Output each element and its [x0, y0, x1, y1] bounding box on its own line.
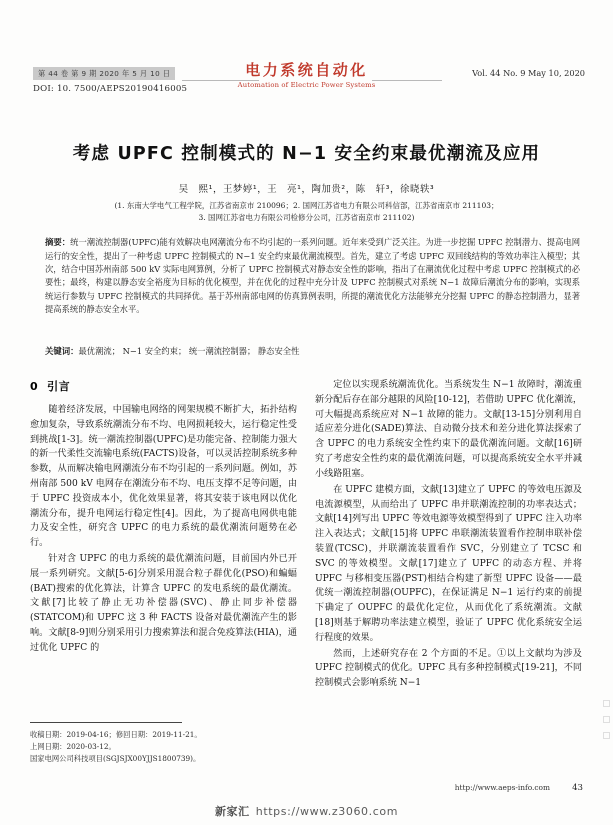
- keywords-text: 最优潮流； N−1 安全约束； 统一潮流控制器； 静态安全性: [78, 346, 300, 356]
- paragraph: 定位以实现系统潮流优化。当系统发生 N−1 故障时，潮流重新分配后存在部分越限的风险[10-12]，若借助 UPFC 优化潮流，可大幅提高系统应对 N−1 故障的能力。文献[13-15]分别利用自适应差分进化(SADE)算法、自动微分技术和差分进化算法探索了含 UPFC 的电力系统安全性约束下的最优潮流问题。文献[16]研究了考虑安全性约束的最优潮流问题，可以提高系统安全水平并减小线路阻塞。: [315, 380, 582, 479]
- edge-registration-marks: [603, 700, 610, 739]
- abstract-text: 统一潮流控制器(UPFC)能有效解决电网潮流分布不均引起的一系列问题。近年来受到广泛关注。为进一步挖掘 UPFC 控制潜力、提高电网运行的安全性，提出了一种考虑 UPFC 控制模式的 N−1 安全约束最优潮流模型。首先，建立了考虑 UPFC 双回线结构的等效功率注入模型；其次，结合中国苏州南部 500 kV 实际电网算例，分析了 UPFC 控制模式对静态安全性的影响，指出了在潮流优化过程中考虑 UPFC 控制模式的必要性；最终，构建以静态安全裕度为目标的优化模型，并在优化的过程中充分计及 UPFC 控制模式对系统 N−1 故障后潮流分布的影响，实现系统运行参数与 UPFC 控制模式的共同择优。基于苏州南部电网的仿真算例表明，所提的潮流优化方法能够充分挖掘 UPFC 的静态控制潜力，显著提高系统的静态安全水平。: [45, 237, 580, 315]
- section-number: 0: [30, 380, 39, 393]
- paragraph: 针对含 UPFC 的电力系统的最优潮流问题，目前国内外已开展一系列研究。文献[5-6]分别采用混合粒子群优化(PSO)和蝙蝠(BAT)搜索的优化算法，计算含 UPFC 的发电系统的最优潮流。文献[7]比较了静止无功补偿器(SVC)、静止同步补偿器(STATCOM)和 UPFC 这 3 种 FACTS 设备对最优潮流产生的影响。文献[8-9]则分别采用引力搜索算法和混合免疫算法(HIA)，通过优化 UPFC 的: [30, 554, 297, 653]
- keywords-block: [45, 345, 580, 358]
- section-heading: [30, 378, 297, 396]
- affiliation-line-1: (1. 东南大学电气工程学院，江苏省南京市 210096；2. 国网江苏省电力有限公司科信部，江苏省南京市 211103；: [114, 201, 499, 210]
- affiliations: [56, 200, 557, 223]
- watermark: [0, 803, 613, 819]
- abstract-label: 摘要：: [45, 237, 71, 247]
- volume-issue-badge: 第 44 卷 第 9 期 2020 年 5 月 10 日: [33, 67, 175, 80]
- page-number: 43: [572, 783, 583, 793]
- masthead: [0, 58, 613, 98]
- footnote-received-date: 收稿日期：2019-04-16；修回日期：2019-11-21。: [30, 730, 202, 739]
- watermark-url: https://www.z3060.com: [255, 805, 399, 818]
- footnote-funding: 国家电网公司科技项目(SGJSJX00YJJS1800739)。: [30, 753, 201, 763]
- journal-title-cn: 电力系统自动化: [245, 61, 368, 79]
- body-column-right: [315, 378, 582, 691]
- footnote-divider: [30, 722, 182, 723]
- footnote-online-date: 上网日期：2020-03-12。: [30, 741, 116, 751]
- affiliation-line-2: 3. 国网江苏省电力有限公司检修分公司，江苏省南京市 211102): [198, 212, 415, 222]
- section-title: 引言: [47, 380, 71, 393]
- paragraph: 然而，上述研究存在 2 个方面的不足。①以上文献均为涉及 UPFC 控制模式的优化。UPFC 具有多种控制模式[19-21]，不同控制模式会影响系统 N−1: [315, 648, 582, 689]
- abstract-block: [45, 236, 580, 317]
- volume-issue-en: Vol. 44 No. 9 May 10, 2020: [472, 68, 585, 78]
- article-title: 考虑 UPFC 控制模式的 N−1 安全约束最优潮流及应用: [72, 144, 541, 164]
- doi-text: DOI: 10. 7500/AEPS20190416005: [33, 83, 188, 94]
- journal-title-en: Automation of Electric Power Systems: [237, 80, 376, 89]
- keywords-label: 关键词：: [45, 346, 79, 356]
- paragraph: 在 UPFC 建模方面，文献[13]建立了 UPFC 的等效电压源及电流源模型，从而给出了 UPFC 串并联潮流控制的功率表达式；文献[14]列写出 UPFC 等效电源等效模型得到了 UPFC 注入功率注入表达式；文献[15]将 UPFC 串联潮流装置看作控制串联补偿装置(TCSC)，并联潮流装置看作 SVC，分别建立了 TCSC 和 SVC 的等效模型。文献[17]建立了 UPFC 的动态方程、并将 UPFC 与移相变压器(PST)相结合构建了新型 UPFC 设备——最优统一潮流控制器(OUPFC)，在保证满足 N−1 运行约束的前提下确定了 OUPFC 的最优化定位，从而优化了系统潮流。文献[18]则基于解聘功率法建立模型，验证了 UPFC 优化系统安全运行程度的效果。: [315, 484, 582, 643]
- body-column-left: [30, 378, 297, 656]
- paragraph: 随着经济发展，中国输电网络的网架规模不断扩大，拓扑结构愈加复杂，导致系统潮流分布不均、电网损耗较大，运行稳定性受到挑战[1-3]。统一潮流控制器(UPFC)是功能完备、控制能力强大的新一代柔性交流输电系统(FACTS)设备，可以灵活控制系统多种参数，从而解决输电网潮流分布不均引起的一系列问题。例如，苏州南部 500 kV 电网存在潮流分布不均、电压支撑不足等问题，由于 UPFC 投资成本小，优化效果显著，将其安装于该电网以优化潮流分布，提升电网运行稳定性[4]。因此，为了提高电网供电能力及安全性，研究含 UPFC 的电力系统的最优潮流问题势在必行。: [30, 404, 297, 549]
- journal-url: http://www.aeps-info.com: [454, 783, 550, 792]
- watermark-label: 新家汇: [214, 805, 250, 818]
- footnote-block: [30, 722, 238, 764]
- author-list: 吴 熙¹，王梦婷¹，王 亮¹，陶加贵²，陈 轩³，徐晓轶³: [178, 184, 435, 195]
